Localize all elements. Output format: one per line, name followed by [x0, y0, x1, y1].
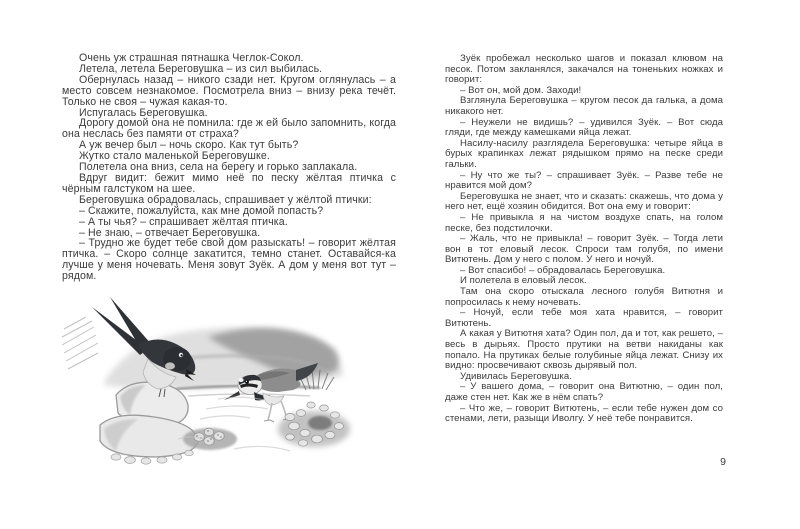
left-text-column [62, 53, 396, 282]
paragraph: – У вашего дома, – говорит она Витютню, – один пол, даже стен нет. Как же в нём спать? [445, 381, 723, 403]
paragraph: Удивилась Береговушка. [460, 370, 572, 382]
paragraph: – Скажите, пожалуйста, как мне домой попасть? [79, 204, 324, 217]
paragraph: Взглянула Береговушка – кругом песок да галька, а дома никакого нет. [445, 95, 723, 117]
paragraph: – Ночуй, если тебе моя хата нравится, – говорит Витютень. [445, 307, 723, 329]
paragraph: – Неужели не видишь? – удивился Зуёк. – Вот сюда гляди, где между камешками яйца лежат. [445, 116, 723, 139]
paragraph: Вдруг видит: бежит мимо неё по песку жёлтая птичка с чёрным галстуком на шее. [62, 171, 396, 195]
pebbles-right [278, 402, 350, 447]
paragraph: А какая у Витютня хата? Один пол, да и тот, как решето, – весь в дырьях. Просто прутики на ветви накиданы как попало. На прутиках белые голубиные яйца лежат. Снизу их видно: просвечивают сквозь дырявый пол. [445, 328, 723, 372]
paragraph: – Жаль, что не привыкла! – говорит Зуёк. – Тогда лети вон в тот еловый лесок. Спроси там голубя, по имени Витютень. Дом у него с полом. У него и ночуй. [445, 233, 723, 266]
paragraph: – Вот он, мой дом. Заходи! [460, 84, 582, 96]
paragraph: Береговушка не знает, что и сказать: скажешь, что дома у него нет, ещё хозяин обидится. Вот она ему и говорит: [445, 190, 723, 213]
paragraph: И полетела в еловый лесок. [460, 275, 587, 287]
paragraph: – Вот спасибо! – обрадовалась Береговушка. [460, 264, 666, 276]
paragraph: – Ну что же ты? – спрашивает Зуёк. – Разве тебе не нравится мой дом? [445, 169, 723, 192]
paragraph: – Что же, – говорит Витютень, – если тебе нужен дом со стенами, лети, разыщи Иволгу. У неё тебе понравится. [445, 402, 723, 425]
paragraph: Полетела она вниз, села на берегу и горько заплакала. [79, 161, 358, 174]
riverbank-illustration [58, 293, 358, 467]
page-number: 9 [720, 456, 726, 468]
pencil-hatching [62, 317, 98, 369]
paragraph: Береговушка обрадовалась, спрашивает у жёлтой птички: [79, 193, 372, 206]
paragraph: Дорогу домой она не помнила: где ж ей было запомнить, когда она неслась без памяти от страха? [62, 117, 396, 141]
paragraph: Обернулась назад – никого сзади нет. Кругом оглянулась – а место совсем незнакомое. Посмотрела вниз – внизу река течёт. Только не своя – чужая какая-то. [62, 73, 396, 108]
paragraph: – Не привыкла я на чистом воздухе спать, на голом песке, без подстилочки. [445, 211, 723, 234]
paragraph: А уж вечер был – ночь скоро. Как тут быть? [79, 139, 299, 152]
paragraph: – Трудно же будет тебе свой дом разыскать! – говорит жёлтая птичка. – Скоро солнце закатится, темно станет. Оставайся-ка лучше у меня ночевать. Меня зовут Зуёк. А дом у меня вот тут – рядом. [62, 237, 396, 283]
paragraph: Там она скоро отыскала лесного голубя Витютня и попросилась к нему ночевать. [445, 286, 723, 308]
paragraph: Испугалась Береговушка. [79, 106, 208, 119]
right-text-column [445, 54, 723, 425]
paragraph: – Не знаю, – отвечает Береговушка. [79, 226, 261, 239]
nest-eggs [183, 428, 237, 450]
paragraph: Зуёк пробежал несколько шагов и показал клювом на песок. Потом закланялся, закачался на тоненьких ножках и говорит: [445, 53, 723, 86]
paragraph: Летела, летела Береговушка – из сил выбилась. [79, 62, 323, 75]
paragraph: Насилу-насилу разглядела Береговушка: четыре яйца в бурых крапинках лежат рядышком прямо на песке среди гальки. [445, 137, 723, 170]
paragraph: – А ты чья? – спрашивает жёлтая птичка. [79, 215, 288, 228]
paragraph: Очень уж страшная пятнашка Чеглок-Сокол. [79, 52, 304, 64]
paragraph: Жутко стало маленькой Береговушке. [79, 150, 270, 163]
